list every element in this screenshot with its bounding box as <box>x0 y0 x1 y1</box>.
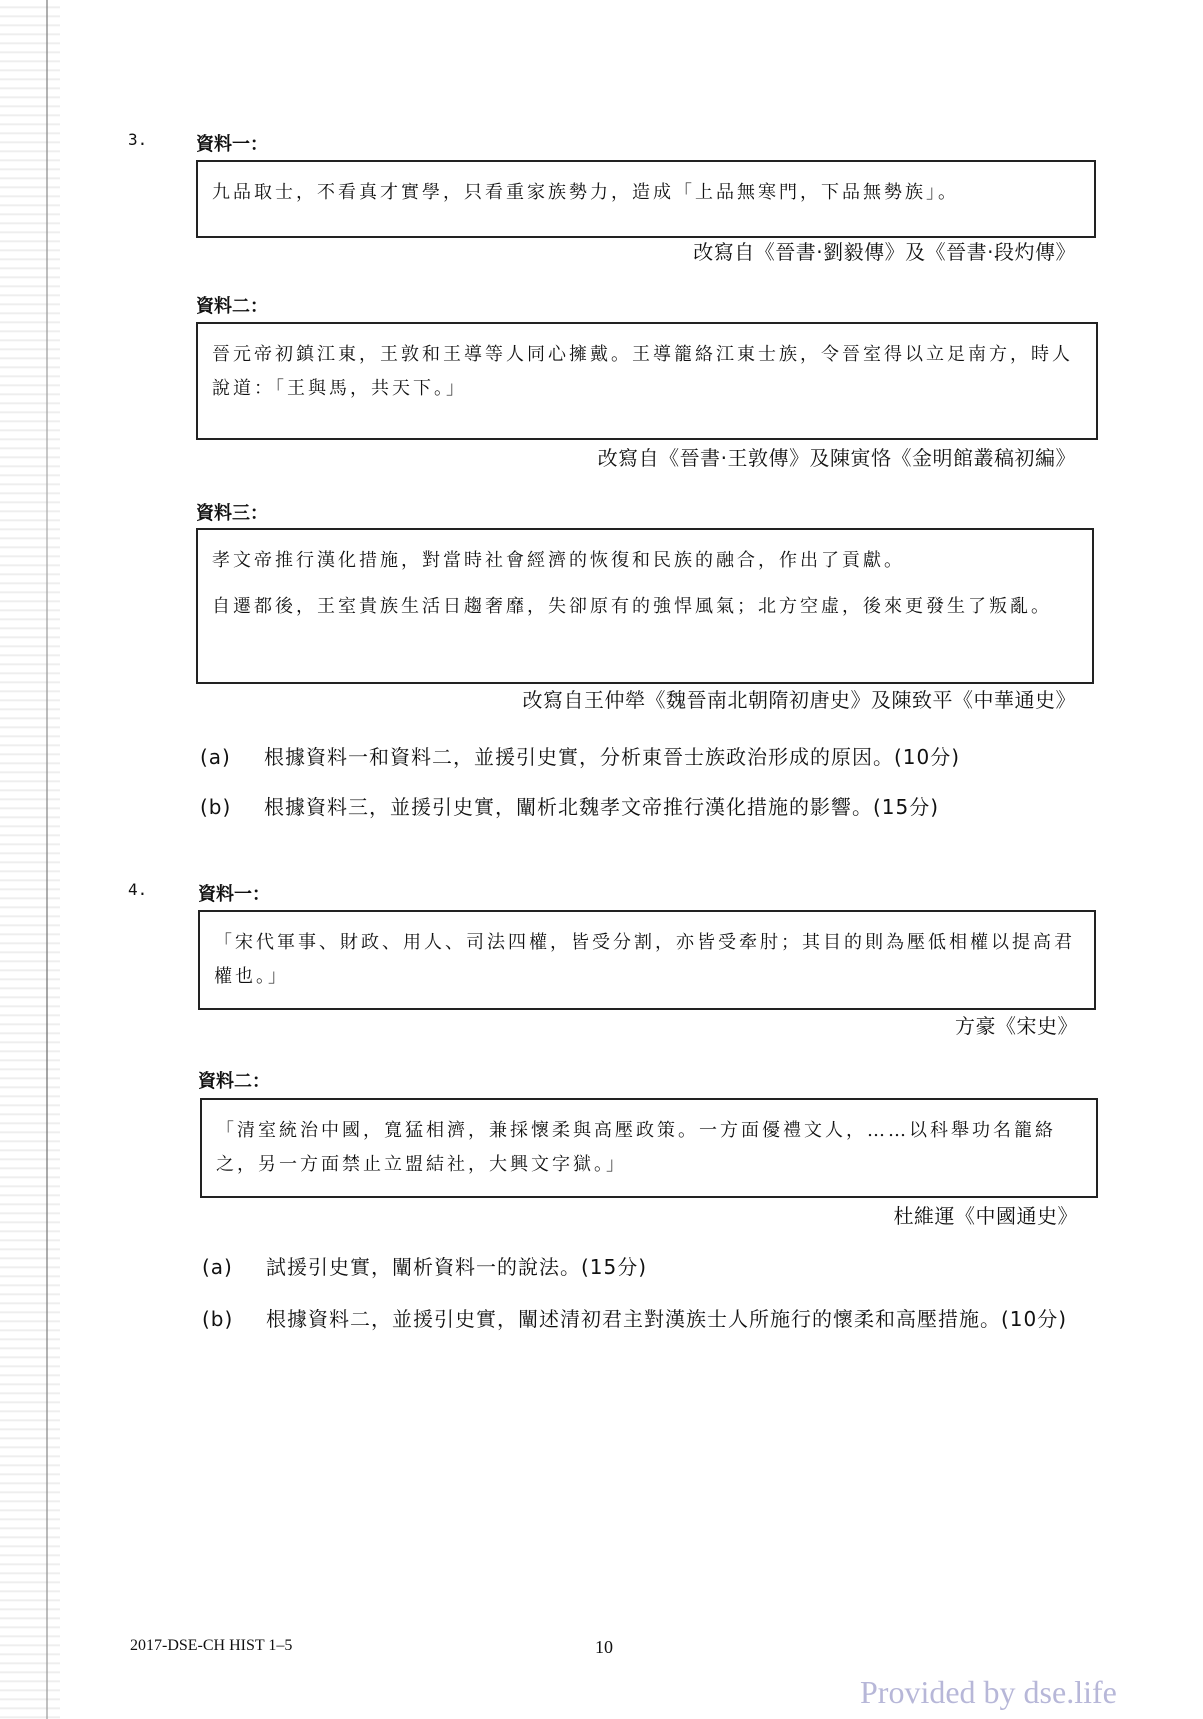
q4-part-a-text: 試援引史實，闡析資料一的說法。(15分) <box>266 1255 648 1279</box>
scan-edge-artifact <box>0 0 60 1719</box>
q3-source3-label: 資料三： <box>196 503 268 524</box>
q4-part-a-label: (a) <box>202 1255 233 1279</box>
footer-paper-code: 2017-DSE-CH HIST 1–5 <box>130 1637 293 1654</box>
q3-source1-box <box>196 160 1096 238</box>
q3-source1-citation: 改寫自《晉書‧劉毅傳》及《晉書‧段灼傳》 <box>693 240 1076 264</box>
q3-source3-citation: 改寫自王仲犖《魏晉南北朝隋初唐史》及陳致平《中華通史》 <box>522 688 1076 712</box>
q4-source1-text: 「宋代軍事、財政、用人、司法四權，皆受分割，亦皆受牽肘；其目的則為壓低相權以提高君權也。」 <box>214 932 1075 987</box>
q4-source2-label: 資料二： <box>198 1071 270 1092</box>
question-4-number: 4. <box>128 880 148 899</box>
question-3-number: 3. <box>128 130 148 149</box>
q4-part-b <box>202 1304 1102 1368</box>
q3-part-b-label: (b) <box>200 795 232 819</box>
q3-source3-box <box>196 528 1094 684</box>
q3-source3-paragraph1: 孝文帝推行漢化措施，對當時社會經濟的恢復和民族的融合，作出了貢獻。 <box>212 550 905 571</box>
q3-source2-label: 資料二： <box>196 296 268 317</box>
q4-source1-citation: 方豪《宋史》 <box>955 1014 1078 1038</box>
q4-part-a <box>202 1252 1082 1284</box>
q3-part-a-text: 根據資料一和資料二，並援引史實，分析東晉士族政治形成的原因。(10分) <box>264 745 961 769</box>
q4-source2-citation: 杜維運《中國通史》 <box>893 1204 1078 1228</box>
q4-part-b-text: 根據資料二，並援引史實，闡述清初君主對漢族士人所施行的懷柔和高壓措施。(10分) <box>266 1307 1068 1331</box>
q4-source1-box <box>198 910 1096 1010</box>
q3-source2-citation: 改寫自《晉書‧王敦傳》及陳寅恪《金明館叢稿初編》 <box>597 446 1076 470</box>
q3-part-a <box>200 742 1080 774</box>
q3-part-a-label: (a) <box>200 745 231 769</box>
q3-source3-paragraph2: 自遷都後，王室貴族生活日趨奢靡，失卻原有的強悍風氣；北方空虛，後來更發生了叛亂。 <box>212 596 1052 617</box>
q4-source2-text: 「清室統治中國，寬猛相濟，兼採懷柔與高壓政策。一方面優禮文人，……以科舉功名籠絡之，另一方面禁止立盟結社，大興文字獄。」 <box>216 1120 1056 1175</box>
q4-source1-label: 資料一： <box>198 884 270 905</box>
q3-part-b-text: 根據資料三，並援引史實，闡析北魏孝文帝推行漢化措施的影響。(15分) <box>264 795 940 819</box>
q4-source2-box <box>200 1098 1098 1198</box>
q4-part-b-label: (b) <box>202 1307 234 1331</box>
q3-source2-box <box>196 322 1098 440</box>
q3-source2-text: 晉元帝初鎮江東，王敦和王導等人同心擁戴。王導籠絡江東士族，令晉室得以立足南方，時人說道：「王與馬，共天下。」 <box>212 344 1073 399</box>
watermark: Provided by dse.life <box>860 1674 1117 1710</box>
q3-source1-text: 九品取士，不看真才實學，只看重家族勢力，造成「上品無寒門，下品無勢族」。 <box>212 182 959 203</box>
footer-page-number: 10 <box>595 1637 613 1657</box>
scan-binding-line <box>46 0 48 1719</box>
q3-source1-label: 資料一： <box>196 134 268 155</box>
q3-part-b <box>200 792 1080 824</box>
